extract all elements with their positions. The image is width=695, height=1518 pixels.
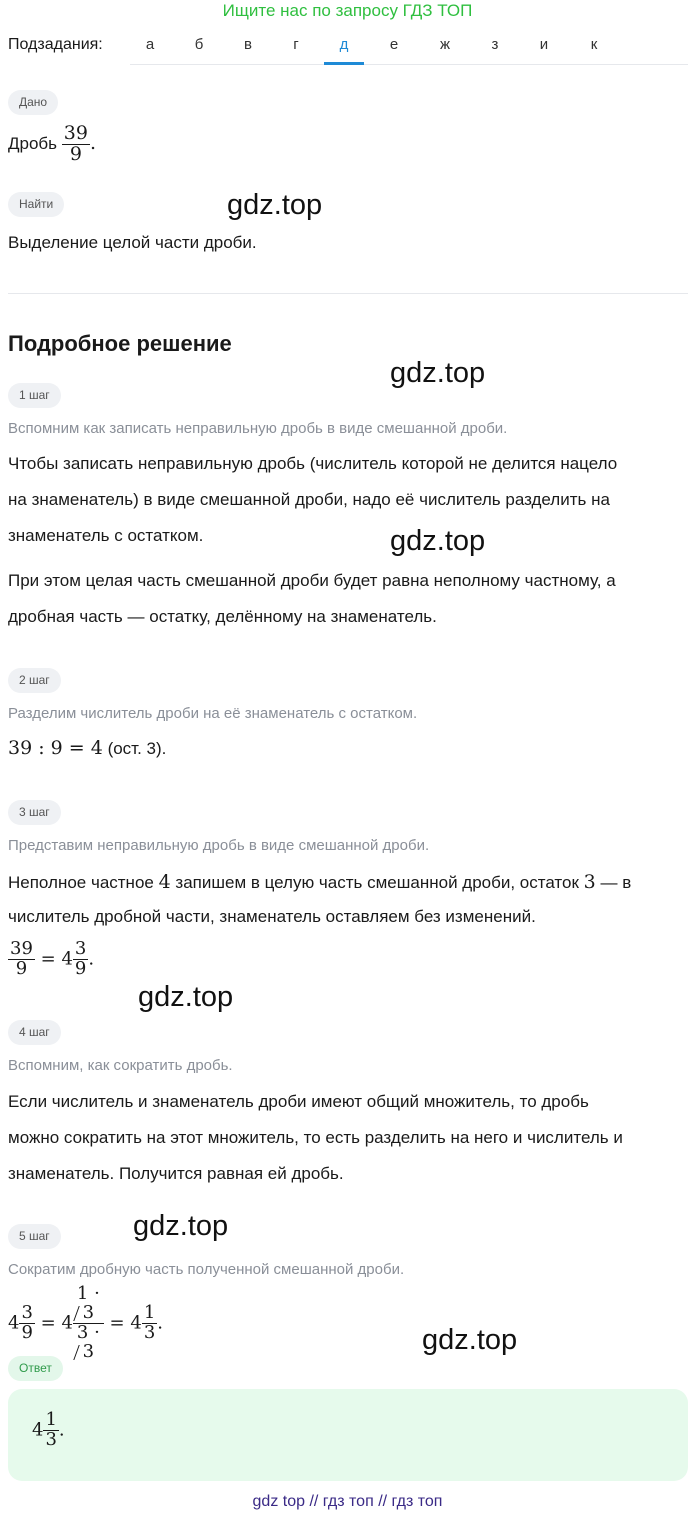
active-tab-indicator <box>324 62 364 65</box>
watermark: gdz.top <box>133 1210 229 1242</box>
tab-g[interactable]: г <box>293 36 299 53</box>
tab-z[interactable]: з <box>491 36 499 53</box>
watermark: gdz.top <box>390 357 486 389</box>
find-badge: Найти <box>8 192 64 217</box>
given-frac-den: 9 <box>69 142 82 165</box>
given-badge: Дано <box>8 90 58 115</box>
division-remainder: (ост. 3). <box>102 739 167 758</box>
step-2-hint: Разделим числитель дроби на её знаменатель с остатком. <box>8 705 418 722</box>
step-3-line: числитель дробной части, знаменатель оставляем без изменений. <box>8 907 536 926</box>
step-3-badge: 3 шаг <box>8 800 61 825</box>
given-statement: Дробь $\frac{39}{9}$ . <box>8 122 96 165</box>
step-1-hint: Вспомним как записать неправильную дробь в виде смешанной дроби. <box>8 420 508 437</box>
tab-zh[interactable]: ж <box>439 36 451 53</box>
step-3-formula: $\frac{39}{9}$ = 4 $\frac{3}{9}$ . <box>10 938 95 979</box>
step-3-hint: Представим неправильную дробь в виде смешанной дроби. <box>8 837 430 854</box>
remainder-value: 3 <box>583 871 596 893</box>
step-5-badge: 5 шаг <box>8 1224 61 1249</box>
subtasks-label: Подзадания: <box>8 36 103 53</box>
answer-box <box>8 1389 688 1481</box>
step-3-line: Неполное частное 4 запишем в целую часть смешанной дроби, остаток 3 — в <box>8 871 632 893</box>
step-4-line: Если числитель и знаменатель дроби имеют общий множитель, то дробь <box>8 1092 589 1111</box>
tab-a[interactable]: а <box>145 36 155 53</box>
watermark: gdz.top <box>422 1324 518 1356</box>
step-4-hint: Вспомним, как сократить дробь. <box>8 1057 233 1074</box>
answer-badge: Ответ <box>8 1356 63 1381</box>
tab-v[interactable]: в <box>244 36 252 53</box>
step-5-hint: Сократим дробную часть полученной смешанной дроби. <box>8 1261 405 1278</box>
step-1-line: Чтобы записать неправильную дробь (числитель которой не делится нацело <box>8 454 618 473</box>
tab-b[interactable]: б <box>194 36 204 53</box>
search-hint-banner: Ищите нас по запросу ГДЗ ТОП <box>222 1 473 20</box>
step-5-formula: 4 $\frac{3}{9}$ = 4 1 · 3 3 · 3 = 4 $\frac{1}{3}$ . <box>8 1283 163 1362</box>
find-text: Выделение целой части дроби. <box>8 233 257 252</box>
step-4-badge: 4 шаг <box>8 1020 61 1045</box>
tab-e[interactable]: е <box>389 36 399 53</box>
tab-k[interactable]: к <box>590 36 598 53</box>
quotient-value: 4 <box>158 871 171 893</box>
subtasks-divider <box>130 64 688 65</box>
division-formula: 39 : 9 = 4 <box>8 737 103 759</box>
given-frac-num: 39 <box>63 122 88 144</box>
watermark: gdz.top <box>138 981 234 1013</box>
footer-links[interactable]: gdz top // гдз топ // гдз топ <box>252 1493 443 1510</box>
step-1-line: на знаменатель) в виде смешанной дроби, надо её числитель разделить на <box>8 490 610 509</box>
step-2-formula <box>8 730 166 767</box>
step-1-line: знаменатель с остатком. <box>8 526 204 545</box>
watermark: gdz.top <box>227 189 323 221</box>
section-divider <box>8 293 688 294</box>
step-4-line: можно сократить на этот множитель, то есть разделить на него и числитель и <box>8 1128 623 1147</box>
step-4-line: знаменатель. Получится равная ей дробь. <box>8 1164 344 1183</box>
solution-heading: Подробное решение <box>8 331 232 356</box>
cancelled-factor: 3 <box>75 1343 102 1362</box>
watermark: gdz.top <box>390 525 486 557</box>
step-1-badge: 1 шаг <box>8 383 61 408</box>
cancelled-factor: 3 <box>75 1304 102 1323</box>
tab-d[interactable]: д <box>339 36 349 53</box>
given-fraction <box>62 124 90 165</box>
step-2-badge: 2 шаг <box>8 668 61 693</box>
tab-i[interactable]: и <box>539 36 549 53</box>
answer-value: 4 $\frac{1}{3}$ . <box>32 1409 65 1450</box>
given-text: Дробь <box>8 133 58 153</box>
step-1-line: При этом целая часть смешанной дроби будет равна неполному частному, а <box>8 571 616 590</box>
step-1-line: дробная часть — остатку, делённому на знаменатель. <box>8 607 437 626</box>
